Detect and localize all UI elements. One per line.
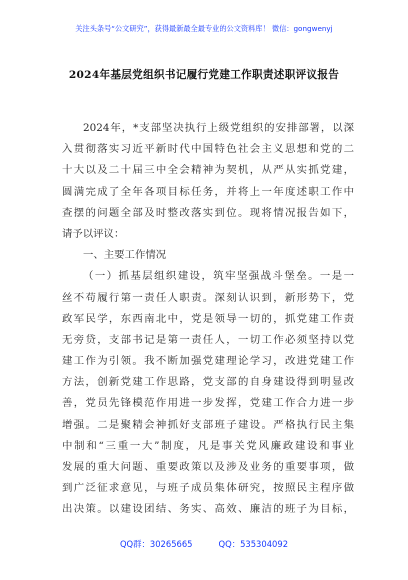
body-line: 入贯彻落实习近平新时代中国特色社会主义思想和党的二 xyxy=(62,143,354,156)
body-line: 无旁贷，支部书记是第一责任人，一切工作必须坚持以党 xyxy=(62,333,354,346)
body-line: 发展的重大问题、重要政策以及涉及业务的重要事项，做 xyxy=(62,461,354,473)
section-heading: 一、主要工作情况 xyxy=(83,249,167,262)
document-title: 2024年基层党组织书记履行党建工作职责述职评议报告 xyxy=(68,69,340,81)
body-line: 方法，创新党建工作思路，党支部的自身建设得到明显改 xyxy=(62,376,354,389)
body-line: 2024年，*支部坚决执行上级党组织的安排部署，以深 xyxy=(83,122,354,134)
body-line: 到广泛征求意见，与班子成员集体研究，按照民主程序做 xyxy=(62,482,354,495)
body-line: 丝不苟履行第一责任人职责。深刻认识到，新形势下，党 xyxy=(62,291,354,304)
footer-qq-group: QQ群：30265665 xyxy=(119,539,193,549)
body-line: 增强。二是聚精会神抓好支部班子建设。严格执行民主集 xyxy=(62,418,354,431)
body-line: 请予以评议： xyxy=(62,227,125,240)
body-line: 政军民学，东西南北中，党是领导一切的，抓党建工作责 xyxy=(62,312,354,325)
body-line: 善，党员先锋模范作用进一步发挥，党建工作合力进一步 xyxy=(62,397,354,410)
body-line: 十大以及二十届三中全会精神为契机，从严从实抓党建， xyxy=(62,164,354,177)
body-line: 圆满完成了全年各项目标任务，并将上一年度述职工作中 xyxy=(62,185,354,198)
footer-contact xyxy=(0,538,408,550)
body-line: 建工作为引领。我不断加强党建理论学习，改进党建工作 xyxy=(62,355,354,368)
body-line: 出决策。以建设团结、务实、高效、廉洁的班子为目标， xyxy=(62,503,354,516)
document-body xyxy=(62,118,354,521)
body-line: （一）抓基层组织建设，筑牢坚强战斗堡垒。一是一 xyxy=(83,270,354,283)
footer-qq-number: QQ：535304092 xyxy=(218,539,289,549)
body-line: 中制和“三重一大”制度，凡是事关党风廉政建设和事业 xyxy=(62,439,354,452)
body-line: 查摆的问题全部及时整改落实到位。现将情况报告如下， xyxy=(62,206,354,219)
header-promo-note: 关注头条号“公文研究”，获得最新最全最专业的公文资料库！ 微信：gongwenyj xyxy=(75,24,333,33)
